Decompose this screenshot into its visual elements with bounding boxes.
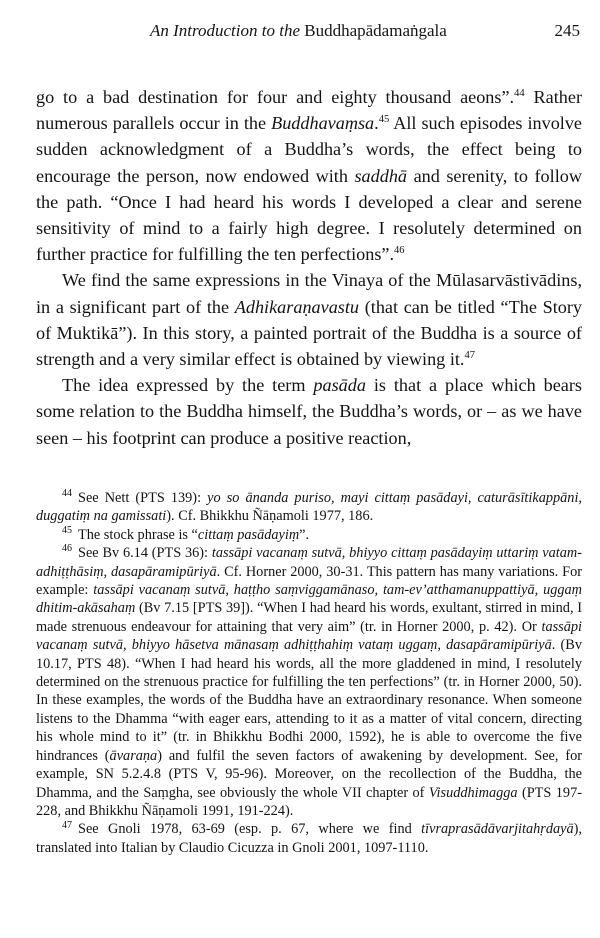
fn46-italic-3: tassāpi vacanaṃ sutvā, bhiyyo hāsetva mānasaṃ adhiṭṭhahiṃ vataṃ uggaṃ, dasapāramipūriyā [36, 618, 582, 654]
p1-text-1: go to a bad destination for four and eighty thousand aeons”. [36, 87, 515, 107]
fn46-italic-2: tassāpi vacanaṃ sutvā, haṭṭho saṃviggamānaso, tam-ev’atthamanuppattiyā, uggaṃ dhitim-akāsahaṃ [36, 582, 582, 617]
p1-text-2: Rather numerous parallels occur in the [36, 87, 583, 134]
p1-italic-2: saddhā [354, 165, 408, 186]
p1-text-3: . [374, 113, 379, 134]
fn46-italic-1: tassāpi vacanaṃ sutvā, bhiyyo cittaṃ pasādayiṃ uttariṃ vatam-adhiṭṭhāsiṃ, dasapāramipūriyā [36, 545, 582, 580]
fn46-text-6: (PTS 197-228, and Bhikkhu Ñāṇamoli 1991, 191-224). [36, 784, 582, 819]
fn44-text-2: ). Cf. Bhikkhu Ñāṇamoli 1977, 186. [166, 508, 374, 525]
p1-text-4: All such episodes involve sudden acknowledgment of a Buddha’s words, the effect being to encourage the person, now endowed with [36, 113, 583, 186]
paragraph-3 [36, 372, 582, 451]
footnote-46 [36, 544, 582, 820]
fn46-text-2: . Cf. Horner 2000, 30-31. This pattern has many variations. For example: [36, 563, 582, 599]
running-header [150, 21, 580, 47]
footnote-number: 45 [62, 525, 72, 537]
fn44-italic-1: yo so ānanda puriso, mayi cittaṃ pasādayi, caturāsītikappāni, duggatiṃ na gamissati [36, 490, 582, 525]
running-title-italic: An Introduction to the [150, 21, 300, 40]
page-number: 245 [554, 21, 580, 40]
p1-text-5: and serenity, to follow the path. “Once I had heard his words I developed a clear and serene sensitivity of mind to a fairly high degree. I resolutely determined on further practice for fulfilling the ten perfections”. [36, 165, 582, 265]
fn46-text-4: . (Bv 10.17, PTS 48). “When I had heard his words, all the more gladdened in mind, I resolutely determined on the strenuous practice for fulfilling the ten perfections” (tr. in Horner 2000, 50). In these examples, the words of the Buddha have an extraordinary resonance. When someone listens to the Dhamma “with eager ears, attending to it as a matter of vital concern, directing his whole mind to it” (tr. in Bhikkhu Bodhi 2000, 1592), he is able to overcome the five hindrances ( [36, 637, 582, 764]
footnote-ref-46[interactable]: 46 [394, 245, 405, 257]
fn46-text-1: See Bv 6.14 (PTS 36): [78, 545, 212, 562]
footnotes [36, 489, 582, 857]
footnote-44 [36, 489, 582, 526]
running-title [150, 21, 447, 41]
footnote-number: 44 [62, 488, 72, 500]
fn47-text-1: See Gnoli 1978, 63-69 (esp. p. 67, where we find [78, 821, 422, 838]
main-text [36, 84, 582, 451]
p3-italic-1: pasāda [313, 375, 366, 396]
paragraph-1 [36, 84, 582, 267]
p3-text-1: The idea expressed by the term [62, 375, 314, 396]
p2-italic-1: Adhikaraṇavastu [234, 296, 360, 317]
p2-text-2: (that can be titled “The Story of Muktikā”). In this story, a painted portrait of the Buddha is a source of strength and a very similar effect is obtained by viewing it. [36, 296, 583, 370]
footnote-ref-44[interactable]: 44 [514, 87, 525, 99]
fn46-text-5: ) and fulfil the seven factors of awakening by development. See, for example, SN 5.2.4.8 (PTS V, 95-96). Moreover, on the recollection of the Buddha, the Dhamma, and the Saṃgha, see obviously the whole VII chapter of [36, 747, 582, 801]
running-title-roman: Buddhapādamaṅgala [304, 21, 447, 40]
fn47-text-2: ), translated into Italian by Claudio Cicuzza in Gnoli 2001, 1097-1110. [36, 821, 582, 856]
fn47-italic-1: tīvraprasādāvarjitahṛdayā [421, 821, 574, 838]
paragraph-2 [36, 267, 582, 372]
fn45-italic-1: cittaṃ pasādayiṃ [197, 526, 300, 543]
footnote-47 [36, 820, 582, 857]
fn46-italic-4: āvaraṇa [109, 747, 158, 764]
footnote-ref-47[interactable]: 47 [464, 349, 476, 361]
fn44-text-1: See Nett (PTS 139): [78, 490, 208, 506]
fn45-text-2: ”. [299, 526, 310, 543]
p3-text-2: is that a place which bears some relation to the Buddha himself, the Buddha’s words, or – as we have seen – his footprint can produce a positive reaction, [36, 375, 582, 448]
footnote-number: 46 [62, 543, 72, 555]
fn45-text-1: The stock phrase is “ [78, 526, 198, 543]
footnote-45 [36, 526, 582, 544]
fn46-text-3: (Bv 7.15 [PTS 39]). “When I had heard his words, exultant, stirred in mind, I made strenuous endeavour for attaining that very aim” (tr. in Horner 2000, p. 42). Or [36, 600, 582, 635]
fn46-italic-5: Visuddhimagga [428, 784, 518, 801]
p1-italic-1: Buddhavaṃsa [271, 113, 375, 134]
footnote-ref-45[interactable]: 45 [378, 114, 390, 126]
footnote-number: 47 [62, 819, 72, 831]
p2-text-1: We find the same expressions in the Vinaya of the Mūlasarvāstivādins, in a significant part of the [36, 270, 582, 317]
